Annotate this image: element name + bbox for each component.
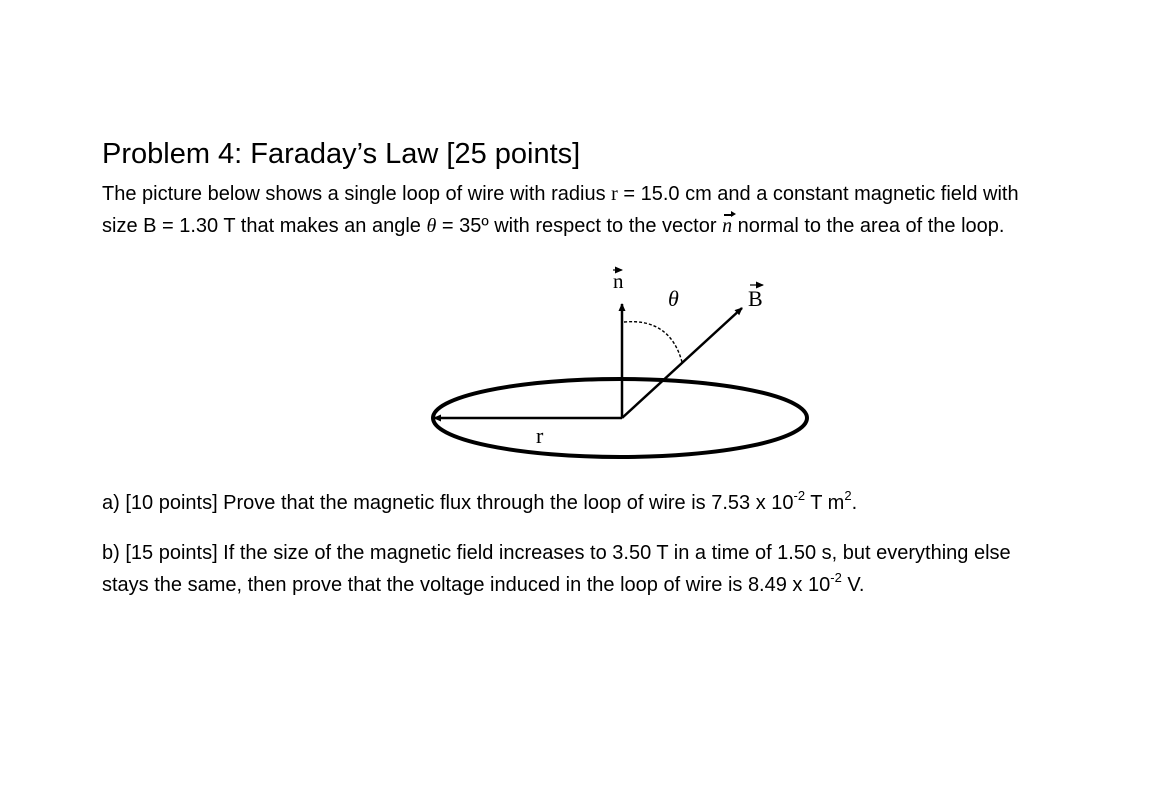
problem-title: Problem 4: Faraday’s Law [25 points]: [102, 138, 581, 170]
normal-vector-label: n: [613, 269, 624, 293]
magnetic-field-arrow: [622, 308, 742, 418]
loop-diagram: [420, 258, 820, 468]
intro-text-2c: normal to the area of the loop.: [732, 215, 1005, 237]
angle-arc: [624, 322, 682, 362]
intro-text-1b: = 15.0 cm and a constant magnetic field with: [617, 183, 1019, 205]
part-a-line: [102, 487, 857, 519]
normal-vector-symbol: n: [722, 210, 732, 242]
part-b-unit: V.: [841, 574, 865, 596]
part-a-exponent-1: -2: [793, 488, 806, 503]
intro-paragraph: [102, 178, 1019, 242]
magnetic-field-label: B: [748, 286, 763, 311]
part-b-exponent: -2: [830, 570, 842, 585]
theta-label: θ: [668, 286, 679, 311]
intro-line-2: [102, 210, 1019, 242]
part-a-text: a) [10 points] Prove that the magnetic flux through the loop of wire is 7.53 x 10: [102, 492, 794, 514]
intro-text-2b: = 35º with respect to the vector: [436, 215, 723, 237]
part-a-period: .: [851, 492, 858, 514]
part-b-line-2: [102, 569, 1011, 601]
part-a-question: [102, 487, 857, 519]
radius-label: r: [536, 423, 544, 448]
radius-symbol: r: [611, 183, 618, 205]
part-a-unit: T m: [805, 492, 845, 514]
theta-symbol: θ: [426, 215, 437, 237]
intro-text-2a: size B = 1.30 T that makes an angle: [102, 215, 427, 237]
part-a-exponent-2: 2: [844, 488, 852, 503]
part-b-question: [102, 537, 1011, 601]
part-b-text: stays the same, then prove that the voltage induced in the loop of wire is 8.49 x 10: [102, 574, 831, 596]
part-b-line-1: b) [15 points] If the size of the magnetic field increases to 3.50 T in a time of 1.50 s, but everything else: [102, 542, 1011, 564]
intro-line-1: [102, 178, 1019, 210]
intro-text-1a: The picture below shows a single loop of wire with radius: [102, 183, 612, 205]
